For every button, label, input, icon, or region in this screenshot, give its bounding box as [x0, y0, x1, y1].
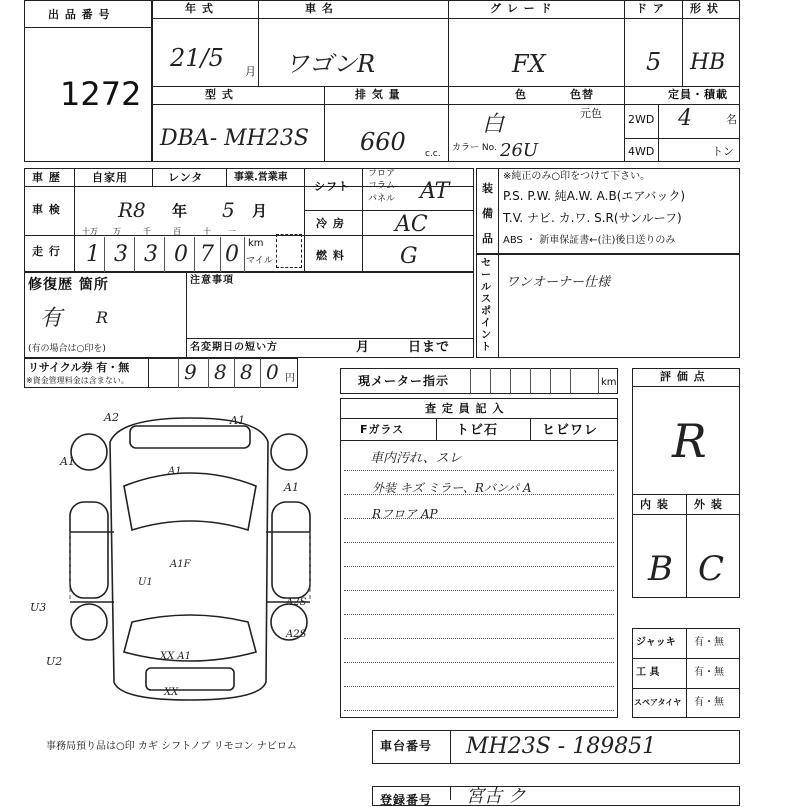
tool-spare-label: スペアタイヤ	[634, 698, 682, 707]
month-label: 月	[356, 340, 371, 355]
recycle-d2: 8	[240, 360, 253, 384]
shape-value: HB	[690, 50, 726, 75]
model-label: 型 式	[205, 88, 234, 101]
inspector-box	[340, 398, 618, 718]
ton-unit: トン	[712, 145, 734, 158]
color-label: 色	[515, 88, 527, 101]
year-value: 21/5	[170, 44, 224, 72]
chassis-value: MH23S - 189851	[466, 734, 657, 759]
mark-u1: U1	[138, 577, 153, 588]
tool-jack-value: 有・無	[694, 637, 724, 648]
equipment-line3: T.V. ナビ. カ.ワ. S.R(サンルーフ)	[503, 211, 682, 225]
year-label: 年 式	[185, 2, 214, 15]
model-value: DBA- MH23S	[160, 126, 309, 151]
lot-label: 出 品 番 号	[48, 8, 111, 21]
tool-tools-label: 工 具	[636, 667, 660, 678]
mileage-d5: 0	[225, 242, 239, 267]
repair-value: 有	[40, 306, 63, 331]
fuel-value: G	[400, 244, 418, 269]
mileage-h2: 千	[143, 227, 151, 236]
history-label: 車 歴	[32, 171, 61, 184]
recycle-d1: 8	[214, 360, 227, 384]
equipment-line2: P.S. P.W. 純A.W. A.B(エアバック)	[503, 189, 686, 203]
mileage-h1: 万	[113, 227, 121, 236]
mark-a1-hood: A1	[168, 466, 182, 477]
exterior-value: C	[698, 549, 725, 589]
mileage-h5: 一	[228, 227, 236, 236]
mark-a2: A2	[104, 411, 119, 424]
shift-label: シフト	[314, 180, 350, 193]
repair-label: 修復歴 箇所	[28, 277, 109, 293]
4wd-label: 4WD	[628, 145, 655, 158]
mile-checkbox	[276, 234, 302, 268]
lot-number: 1272	[60, 75, 142, 113]
aircon-value: AC	[395, 212, 428, 237]
car-name-value: ワゴンR	[285, 50, 376, 78]
inspection-value: R8	[118, 198, 146, 222]
chassis-label: 車台番号	[380, 739, 433, 753]
original-color-label: 元色	[580, 107, 602, 120]
meter-unit: km	[601, 377, 617, 388]
ruled-line	[344, 638, 614, 639]
mileage-label: 走 行	[32, 245, 61, 258]
ruled-line	[344, 614, 614, 615]
equipment-line4: ABS ・ 新車保証書←(注)後日送りのみ	[503, 235, 676, 246]
shift-column: コラム	[368, 181, 395, 191]
mark-a2s-2: A2S	[286, 629, 307, 640]
equipment-line1: ※純正のみ○印をつけて下さい。	[503, 171, 651, 182]
mileage-d1: 3	[114, 242, 128, 267]
mark-a1-left: A1	[60, 455, 75, 468]
mileage-d4: 7	[200, 242, 214, 267]
ruled-line	[344, 566, 614, 567]
mark-a1-top: A1	[230, 414, 245, 427]
tool-spare-value: 有・無	[694, 697, 724, 708]
mark-a1-roof: A1F	[170, 559, 191, 570]
door-value: 5	[646, 48, 662, 76]
repair-note: (有の場合は○印を)	[28, 344, 106, 354]
recycle-unit: 円	[285, 373, 295, 384]
grade-label: グ レ ー ド	[490, 2, 553, 15]
mark-a2s-1: A2S	[286, 597, 307, 608]
grade-value: FX	[512, 50, 546, 78]
short-label: 名変期日の短い方	[190, 342, 278, 353]
score-label: 評 価 点	[660, 370, 706, 383]
mark-xx-a1: XX A1	[160, 651, 192, 662]
day-label: 日まで	[408, 340, 451, 355]
ruled-line	[344, 590, 614, 591]
private-use: 自家用	[92, 171, 128, 184]
reg-label: 登録番号	[380, 793, 433, 807]
color-value: 白	[482, 112, 505, 137]
repair-location: R	[96, 308, 109, 327]
car-name-label: 車 名	[305, 2, 334, 15]
cc-unit: c.c.	[425, 149, 441, 159]
mileage-h0: 十万	[82, 227, 98, 236]
mark-xx: XX	[164, 687, 179, 698]
mark-a1-right: A1	[284, 481, 299, 494]
glass-crack: ヒビワレ	[542, 423, 599, 438]
reg-value: 宮古 ク	[466, 786, 526, 807]
recycle-d0: 9	[184, 360, 197, 384]
inspection-year: 年	[172, 202, 189, 220]
mileage-d3: 0	[174, 242, 188, 267]
inspector-line-2: 外装 キズ ミラー、Rバンパ A	[372, 481, 532, 495]
office-items: 事務局預り品は○印 カギ シフトノブ リモコン ナビロム	[46, 741, 297, 752]
ruled-line	[344, 686, 614, 687]
sales-point-label: セールスポイント	[481, 258, 492, 353]
fuel-label: 燃 料	[316, 249, 345, 262]
color-no-label: カラー No.	[452, 143, 497, 153]
capacity-value: 4	[678, 106, 692, 131]
tool-tools-value: 有・無	[694, 667, 724, 678]
2wd-label: 2WD	[628, 113, 655, 126]
mark-u2: U2	[46, 655, 63, 668]
inspector-line-1: 車内汚れ、スレ	[370, 451, 462, 466]
mileage-d2: 3	[144, 242, 158, 267]
mileage-h4: 十	[203, 227, 211, 236]
ruled-line	[344, 662, 614, 663]
mileage-h3: 百	[173, 227, 181, 236]
color-no-value: 26U	[500, 140, 539, 161]
mark-u3: U3	[30, 601, 47, 614]
equipment-label: 装 備 品	[482, 182, 494, 245]
inspection-month-value: 5	[222, 198, 235, 222]
interior-label: 内 装	[640, 498, 669, 511]
aircon-label: 冷 房	[316, 217, 345, 230]
recycle-note: ※資金管理料金は含まない。	[26, 376, 129, 385]
score-value: R	[672, 414, 707, 468]
km-unit: km	[248, 238, 264, 249]
sales-point-value: ワンオーナー仕様	[506, 275, 611, 290]
door-label: ド ア	[636, 2, 665, 15]
shape-label: 形 状	[690, 2, 719, 15]
displacement-label: 排 気 量	[355, 88, 401, 101]
shift-panel: パネル	[368, 194, 396, 204]
inspection-label: 車 検	[32, 203, 61, 216]
meter-label: 現メーター指示	[358, 374, 450, 388]
recycle-label: リサイクル券 有・無	[28, 361, 130, 374]
exterior-label: 外 装	[694, 498, 723, 511]
tool-jack-label: ジャッキ	[636, 637, 676, 648]
capacity-label: 定員・積載	[668, 88, 728, 101]
capacity-unit: 名	[726, 113, 737, 126]
ruled-line	[344, 710, 614, 711]
shift-value: AT	[420, 179, 450, 204]
interior-value: B	[648, 549, 673, 589]
mileage-d0: 1	[86, 242, 100, 267]
rental: レンタ	[168, 171, 204, 184]
inspector-line-3: Rフロア AP	[372, 507, 438, 521]
shift-floor: フロア	[368, 169, 396, 179]
displacement-value: 660	[360, 128, 406, 156]
recycle-d3: 0	[266, 360, 279, 384]
glass-label: Fガラス	[360, 423, 405, 436]
ruled-line	[344, 542, 614, 543]
year-month-suffix: 月	[245, 65, 256, 78]
inspector-label: 査 定 員 記 入	[425, 402, 505, 415]
mile-unit: マイル	[246, 256, 273, 266]
business: 事業.営業車	[234, 172, 288, 183]
notes-label: 注意事項	[190, 275, 234, 286]
inspection-month: 月	[252, 202, 269, 220]
glass-chip: トビ石	[456, 423, 499, 438]
ruled-line	[344, 470, 614, 471]
color-change-label: 色替	[570, 88, 594, 101]
sales-point-box	[476, 254, 740, 358]
